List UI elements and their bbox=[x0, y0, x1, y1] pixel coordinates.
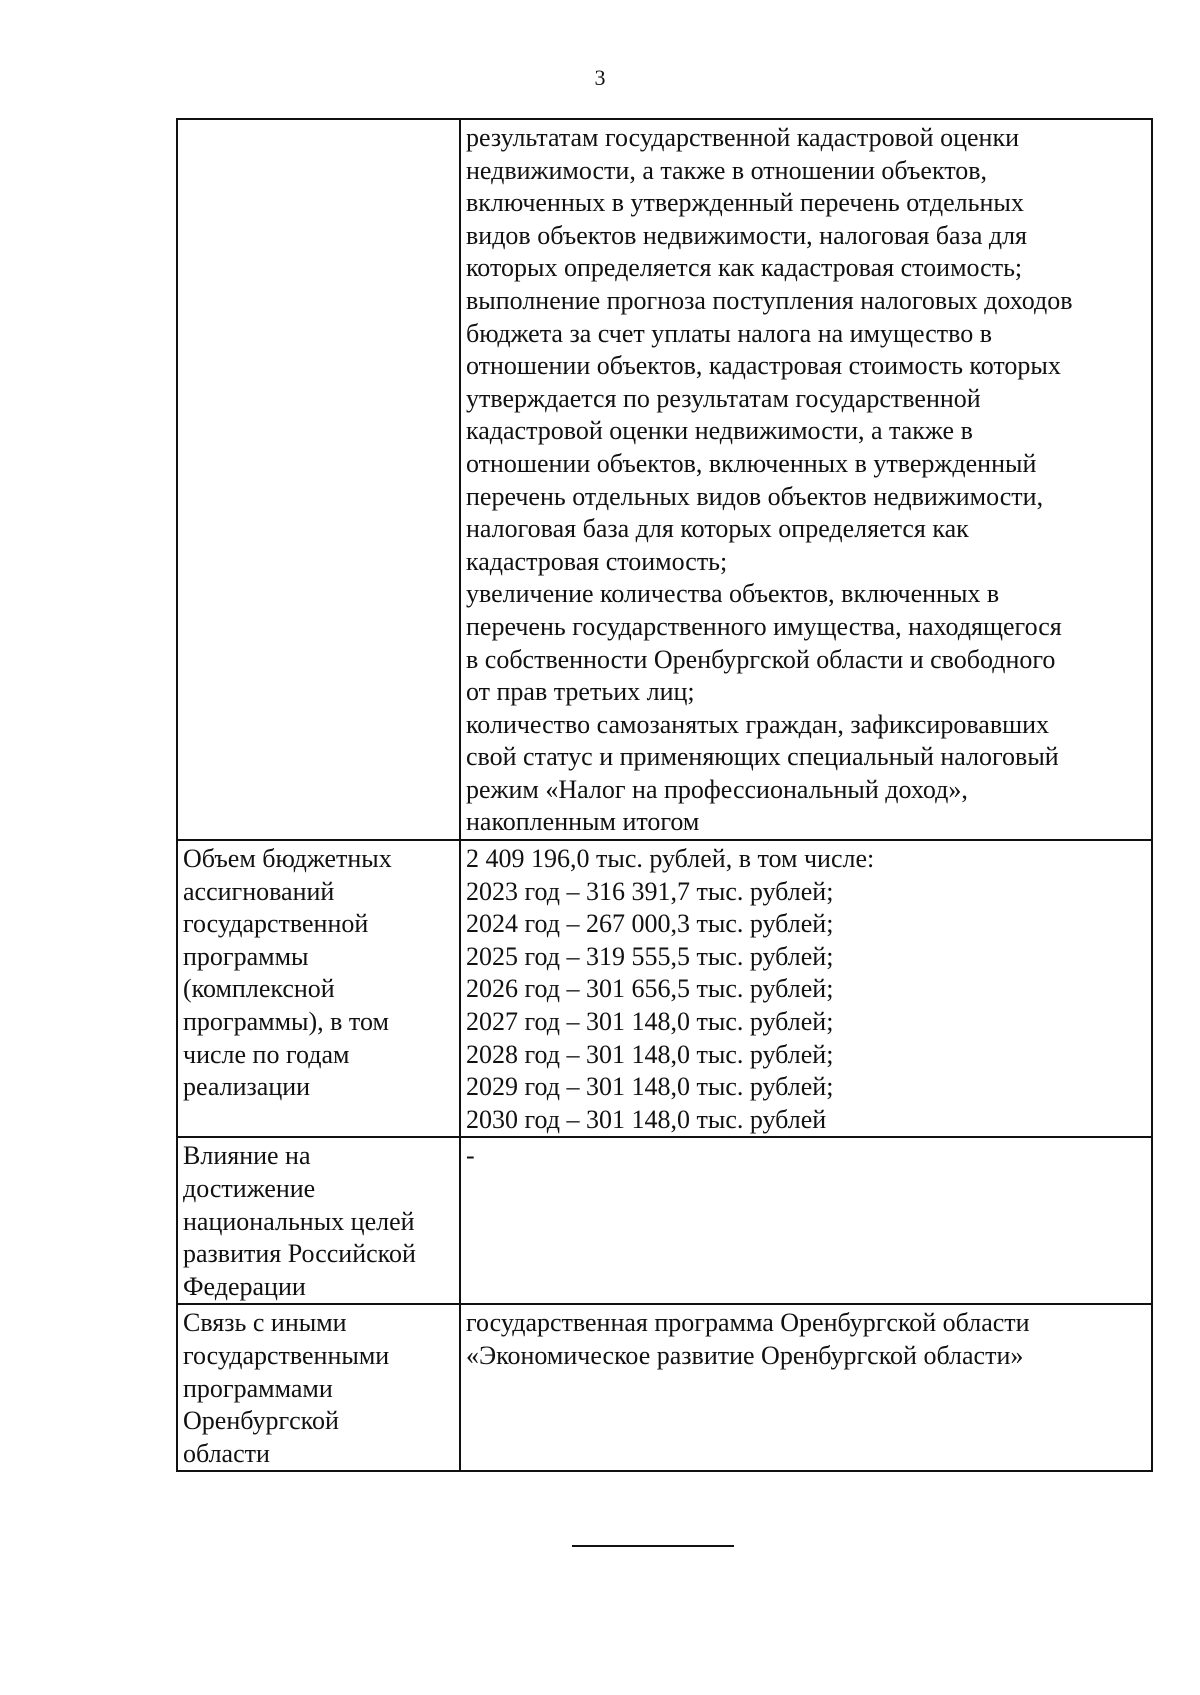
row-value-line: количество самозанятых граждан, зафиксировавших bbox=[466, 709, 1050, 739]
table-row bbox=[177, 1137, 1152, 1304]
row-value-line: государственная программа Оренбургской области bbox=[466, 1308, 1030, 1338]
row-label-line: программами bbox=[183, 1373, 333, 1403]
row-value-line: выполнение прогноза поступления налоговых доходов bbox=[466, 285, 1073, 315]
row-label-line: области bbox=[183, 1438, 270, 1468]
row-value-line: налоговая база для которых определяется как bbox=[466, 514, 969, 544]
row-value-line: от прав третьих лиц; bbox=[466, 677, 695, 707]
row-value-line: свой статус и применяющих специальный налоговый bbox=[466, 742, 1059, 772]
row-label-line: Влияние на bbox=[183, 1141, 311, 1171]
row-label-line: Федерации bbox=[183, 1271, 306, 1301]
row-value-line: отношении объектов, включенных в утвержденный bbox=[466, 448, 1037, 478]
row-label-line: Связь с иными bbox=[183, 1308, 347, 1338]
row-value-line: кадастровой оценки недвижимости, а также в bbox=[466, 416, 973, 446]
row-value-line: 2030 год – 301 148,0 тыс. рублей bbox=[466, 1104, 827, 1134]
row-label-cell bbox=[177, 119, 460, 840]
row-value-cell bbox=[460, 119, 1152, 840]
table-row bbox=[177, 1304, 1152, 1471]
row-label-line: (комплексной bbox=[183, 974, 335, 1004]
row-value-line: видов объектов недвижимости, налоговая база для bbox=[466, 220, 1028, 250]
row-value-line: 2026 год – 301 656,5 тыс. рублей; bbox=[466, 974, 834, 1004]
row-value-line: увеличение количества объектов, включенных в bbox=[466, 579, 1000, 609]
row-label-line: программы), в том bbox=[183, 1007, 389, 1037]
passport-table-body bbox=[177, 119, 1152, 1471]
row-label-line: числе по годам bbox=[183, 1039, 350, 1069]
row-value-line: в собственности Оренбургской области и свободного bbox=[466, 644, 1056, 674]
row-value-line: перечень отдельных видов объектов недвижимости, bbox=[466, 481, 1044, 511]
row-value-line: 2028 год – 301 148,0 тыс. рублей; bbox=[466, 1039, 834, 1069]
row-value-line: утверждается по результатам государственной bbox=[466, 383, 981, 413]
table-row bbox=[177, 840, 1152, 1137]
row-value-line: - bbox=[466, 1141, 475, 1171]
row-value-line: результатам государственной кадастровой оценки bbox=[466, 123, 1019, 152]
row-label-line: программы bbox=[183, 941, 309, 971]
program-passport-table bbox=[176, 118, 1153, 1472]
end-of-document-rule bbox=[572, 1545, 734, 1547]
row-value-line: отношении объектов, кадастровая стоимость которых bbox=[466, 351, 1061, 381]
row-value-line: 2029 год – 301 148,0 тыс. рублей; bbox=[466, 1072, 834, 1102]
row-label-cell bbox=[177, 1304, 460, 1471]
row-label-line: достижение bbox=[183, 1174, 316, 1203]
row-value-line: недвижимости, а также в отношении объектов, bbox=[466, 155, 988, 185]
row-label-line: ассигнований bbox=[183, 876, 335, 906]
row-value-line: 2024 год – 267 000,3 тыс. рублей; bbox=[466, 909, 834, 939]
row-value-line: 2027 год – 301 148,0 тыс. рублей; bbox=[466, 1007, 834, 1037]
row-value-line: перечень государственного имущества, находящегося bbox=[466, 611, 1062, 641]
row-value-cell bbox=[460, 840, 1152, 1137]
row-value-line: накопленным итогом bbox=[466, 807, 700, 837]
page-number: 3 bbox=[594, 65, 606, 90]
row-label-line: Оренбургской bbox=[183, 1406, 339, 1436]
row-value-line: режим «Налог на профессиональный доход», bbox=[466, 774, 968, 804]
row-label-line: реализации bbox=[183, 1072, 311, 1102]
row-value-line: бюджета за счет уплаты налога на имущество в bbox=[466, 318, 993, 348]
row-label-cell bbox=[177, 840, 460, 1137]
row-value-line: 2025 год – 319 555,5 тыс. рублей; bbox=[466, 941, 834, 971]
row-label-cell bbox=[177, 1137, 460, 1304]
row-label-line: развития Российской bbox=[183, 1239, 416, 1269]
row-value-line: 2023 год – 316 391,7 тыс. рублей; bbox=[466, 876, 834, 906]
row-label-line: национальных целей bbox=[183, 1206, 415, 1236]
row-value-line: включенных в утвержденный перечень отдельных bbox=[466, 188, 1024, 218]
row-label-line: государственными bbox=[183, 1340, 390, 1370]
row-value-line: «Экономическое развитие Оренбургской области» bbox=[466, 1340, 1024, 1370]
row-label-line: государственной bbox=[183, 909, 369, 939]
table-row bbox=[177, 119, 1152, 840]
row-value-line: кадастровая стоимость; bbox=[466, 546, 728, 576]
row-value-cell bbox=[460, 1137, 1152, 1304]
row-value-line: 2 409 196,0 тыс. рублей, в том числе: bbox=[466, 844, 875, 874]
row-value-cell bbox=[460, 1304, 1152, 1471]
row-label-line: Объем бюджетных bbox=[183, 844, 392, 874]
row-value-line: которых определяется как кадастровая стоимость; bbox=[466, 253, 1023, 283]
